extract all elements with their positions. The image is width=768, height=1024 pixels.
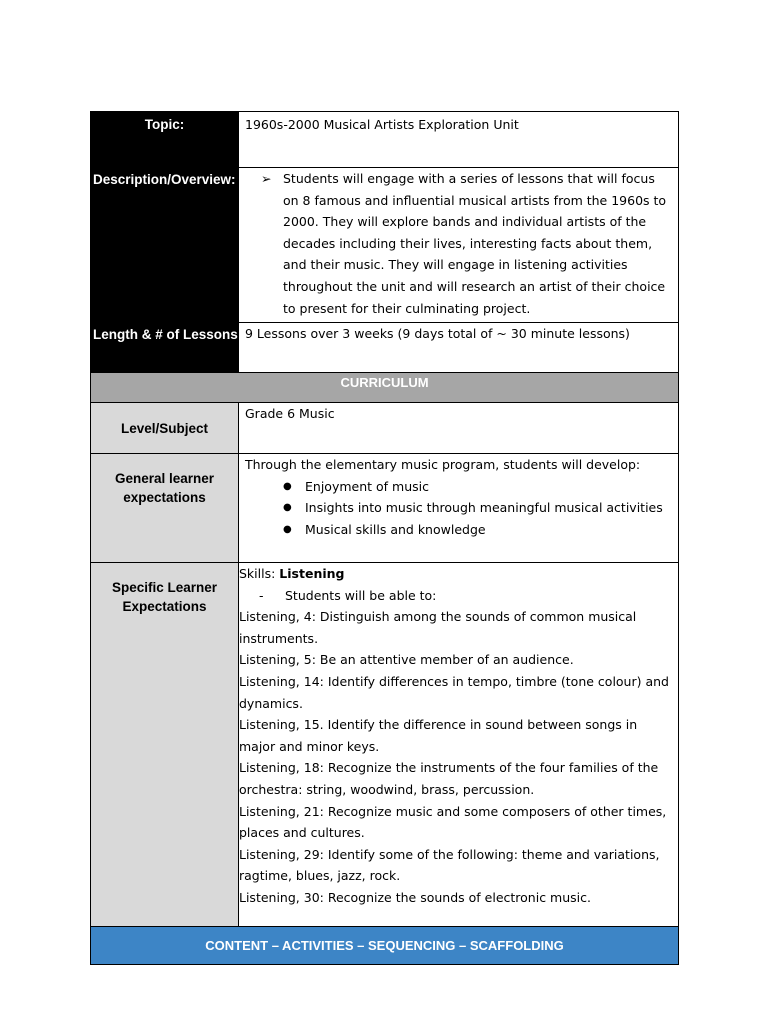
unit-plan-sheet (90, 111, 678, 965)
content-header-row (91, 927, 679, 965)
length-label: Length & # of Lessons (91, 323, 239, 373)
list-item: Listening, 30: Recognize the sounds of electronic music. (239, 889, 591, 905)
list-item: Listening, 4: Distinguish among the sounds of common musical instruments. (239, 609, 637, 646)
bullet-dot-icon: ● (283, 523, 292, 535)
description-cell (239, 168, 679, 323)
list-item: Listening, 5: Be an attentive member of an audience. (239, 652, 574, 668)
list-item: Listening, 15. Identify the difference in sound between songs in major and minor keys. (239, 717, 638, 754)
level-subject-row (91, 403, 679, 454)
list-item: ● Enjoyment of music (245, 476, 672, 498)
bullet-dot-icon: ● (283, 502, 292, 514)
general-expectations-intro: Through the elementary music program, students will develop: (245, 457, 641, 472)
length-value: 9 Lessons over 3 weeks (9 days total of ~ 30 minute lessons) (239, 323, 679, 373)
content-header: CONTENT – ACTIVITIES – SEQUENCING – SCAFFOLDING (91, 927, 679, 965)
list-item: Listening, 14: Identify differences in tempo, timbre (tone colour) and dynamics. (239, 673, 669, 711)
skills-line: Skills: Listening (239, 566, 345, 581)
specific-expectations-cell (239, 563, 679, 927)
level-subject-label: Level/Subject (91, 403, 239, 454)
description-item (245, 168, 674, 319)
arrow-bullet-icon: ➢ (261, 171, 272, 186)
skills-name: Listening (279, 566, 345, 581)
description-list (245, 168, 674, 319)
curriculum-header: CURRICULUM (91, 373, 679, 403)
curriculum-header-row (91, 373, 679, 403)
list-item: ● Musical skills and knowledge (245, 519, 672, 541)
topic-value: 1960s-2000 Musical Artists Exploration Unit (239, 112, 679, 168)
level-subject-value: Grade 6 Music (239, 403, 679, 454)
list-item: Listening, 21: Recognize music and some composers of other times, places and cultures. (239, 803, 667, 841)
able-to-line: - Students will be able to: (239, 585, 674, 607)
topic-row (91, 112, 679, 168)
description-label: Description/Overview: (91, 168, 239, 323)
general-expectations-cell (239, 454, 679, 563)
specific-expectations-row (91, 563, 679, 927)
list-item: ● Insights into music through meaningful musical activities (245, 497, 672, 519)
list-item: Listening, 18: Recognize the instruments of the four families of the orchestra: string, woodwind, brass, percussion. (239, 760, 659, 797)
topic-label: Topic: (91, 112, 239, 168)
specific-expectations-label: Specific Learner Expectations (91, 563, 239, 927)
general-expectations-list (245, 476, 672, 541)
length-row (91, 323, 679, 373)
unit-plan-table (90, 111, 679, 965)
description-text: Students will engage with a series of lessons that will focus on 8 famous and influential musical artists from the 1960s to 2000. They will explore bands and individual artists of the decades including their lives, interesting facts about them, and their music. They will engage in listening activities throughout the unit and will research an artist of their choice to present for their culminating project. (283, 171, 667, 316)
dash-marker: - (259, 587, 264, 603)
general-expectations-label: General learner expectations (91, 454, 239, 563)
bullet-dot-icon: ● (283, 480, 292, 492)
list-item: Listening, 29: Identify some of the following: theme and variations, ragtime, blues, jazz, rock. (239, 846, 660, 884)
description-row (91, 168, 679, 323)
general-expectations-row (91, 454, 679, 563)
